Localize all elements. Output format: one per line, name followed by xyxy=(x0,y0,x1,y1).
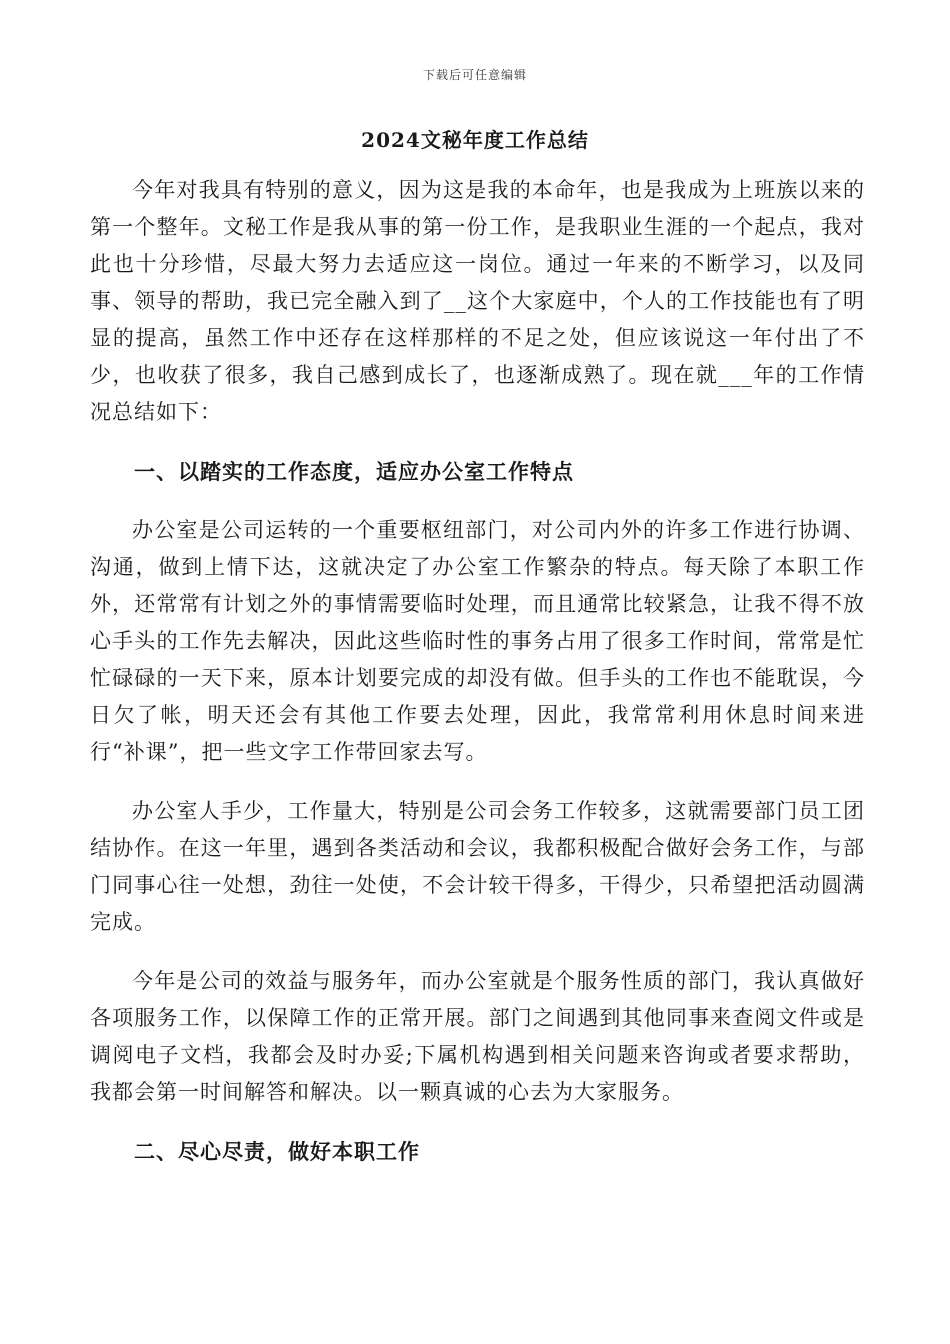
intro-paragraph: 今年对我具有特别的意义，因为这是我的本命年，也是我成为上班族以来的第一个整年。文秘工作是我从事的第一份工作，是我职业生涯的一个起点，我对此也十分珍惜，尽最大努力去适应这一岗位。通过一年来的不断学习，以及同事、领导的帮助，我已完全融入到了__这个大家庭中，个人的工作技能也有了明显的提高，虽然工作中还存在这样那样的不足之处，但应该说这一年付出了不少，也收获了很多，我自己感到成长了，也逐渐成熟了。现在就___年的工作情况总结如下： xyxy=(90,178,865,424)
document-title: 2024文秘年度工作总结 xyxy=(361,128,589,152)
section1-paragraph-2: 办公室人手少，工作量大，特别是公司会务工作较多，这就需要部门员工团结协作。在这一年里，遇到各类活动和会议，我都积极配合做好会务工作，与部门同事心往一处想，劲往一处使，不会计较干得多，干得少，只希望把活动圆满完成。 xyxy=(90,799,865,934)
section-heading-2: 二、尽心尽责，做好本职工作 xyxy=(134,1139,420,1164)
section1-paragraph-3: 今年是公司的效益与服务年，而办公室就是个服务性质的部门，我认真做好各项服务工作，以保障工作的正常开展。部门之间遇到其他同事来查阅文件或是调阅电子文档，我都会及时办妥;下属机构遇到相关问题来咨询或者要求帮助，我都会第一时间解答和解决。以一颗真诚的心去为大家服务。 xyxy=(90,969,865,1104)
document-body xyxy=(90,172,865,1192)
section-heading-1: 一、以踏实的工作态度，适应办公室工作特点 xyxy=(134,459,574,484)
header-note: 下载后可任意编辑 xyxy=(422,68,527,82)
section1-paragraph-1: 办公室是公司运转的一个重要枢纽部门，对公司内外的许多工作进行协调、沟通，做到上情下达，这就决定了办公室工作繁杂的特点。每天除了本职工作外，还常常有计划之外的事情需要临时处理，而且通常比较紧急，让我不得不放心手头的工作先去解决，因此这些临时性的事务占用了很多工作时间，常常是忙忙碌碌的一天下来，原本计划要完成的却没有做。但手头的工作也不能耽误，今日欠了帐，明天还会有其他工作要去处理，因此，我常常利用休息时间来进行“补课”，把一些文字工作带回家去写。 xyxy=(90,518,865,764)
